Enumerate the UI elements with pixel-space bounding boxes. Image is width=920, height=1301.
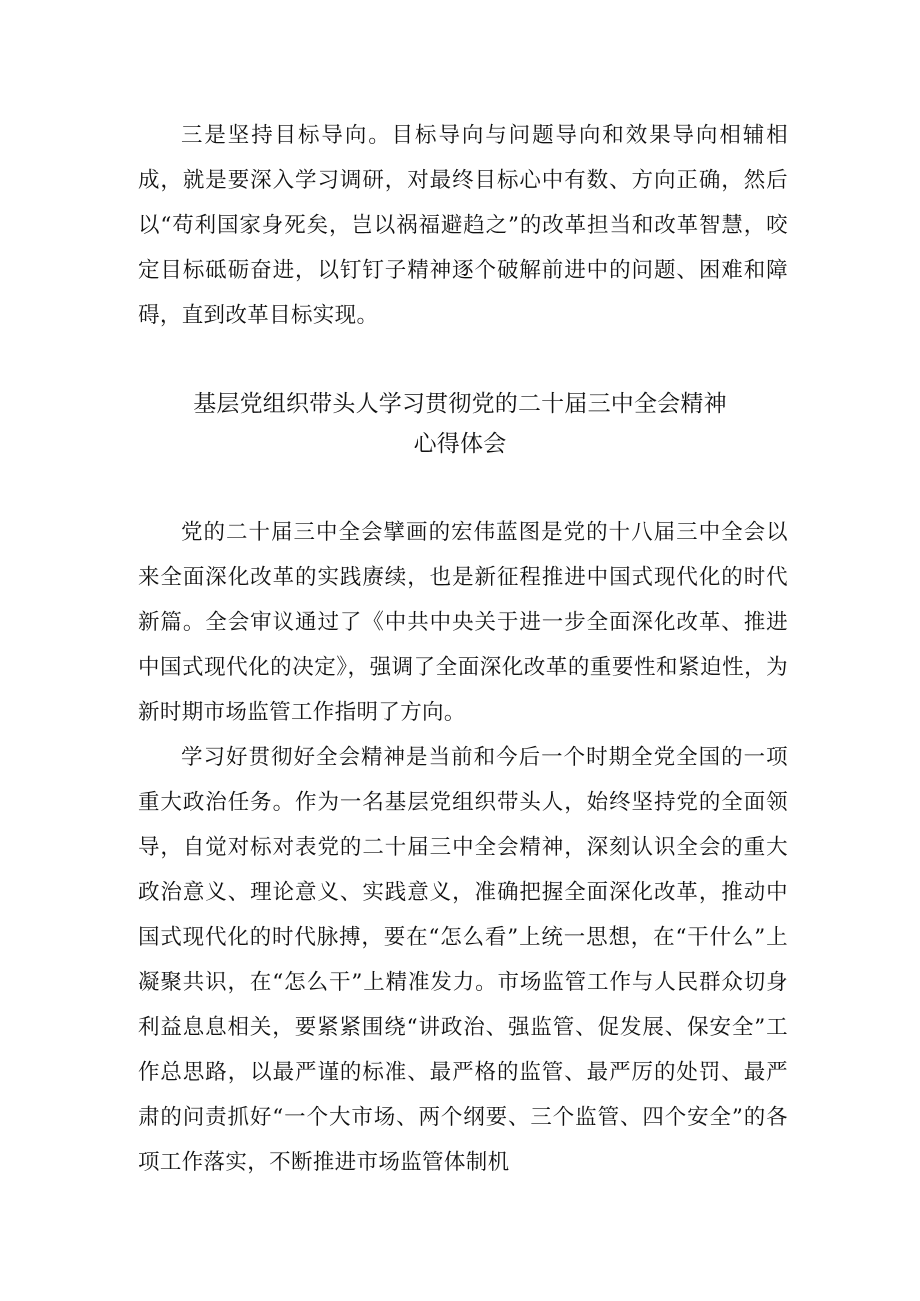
top-section — [138, 113, 788, 338]
article-body — [138, 510, 788, 1185]
paragraph-goal-orientation: 三是坚持目标导向。目标导向与问题导向和效果导向相辅相成，就是要深入学习调研，对最终目标心中有数、方向正确，然后以“苟利国家身死矣，岂以祸福避趋之”的改革担当和改革智慧，咬定目标砥砺奋进，以钉钉子精神逐个破解前进中的问题、困难和障碍，直到改革目标实现。 — [138, 123, 788, 328]
body-paragraph-2: 学习好贯彻好全会精神是当前和今后一个时期全党全国的一项重大政治任务。作为一名基层党组织带头人，始终坚持党的全面领导，自觉对标对表党的二十届三中全会精神，深刻认识全会的重大政治意义、理论意义、实践意义，准确把握全面深化改革，推动中国式现代化的时代脉搏，要在“怎么看”上统一思想，在“干什么”上凝聚共识，在“怎么干”上精准发力。市场监管工作与人民群众切身利益息息相关，要紧紧围绕“讲政治、强监管、促发展、保安全”工作总思路，以最严谨的标准、最严格的监管、最严厉的处罚、最严肃的问责抓好“一个大市场、两个纲要、三个监管、四个安全”的各项工作落实，不断推进市场监管体制机 — [138, 745, 788, 1175]
heading-line-2: 心得体会 — [413, 431, 507, 457]
heading-line-1: 基层党组织带头人学习贯彻党的二十届三中全会精神 — [193, 391, 727, 417]
body-paragraph-1: 党的二十届三中全会擘画的宏伟蓝图是党的十八届三中全会以来全面深化改革的实践赓续，也是新征程推进中国式现代化的时代新篇。全会审议通过了《中共中央关于进一步全面深化改革、推进中国式现代化的决定》，强调了全面深化改革的重要性和紧迫性，为新时期市场监管工作指明了方向。 — [138, 520, 788, 725]
article-heading — [100, 384, 820, 464]
